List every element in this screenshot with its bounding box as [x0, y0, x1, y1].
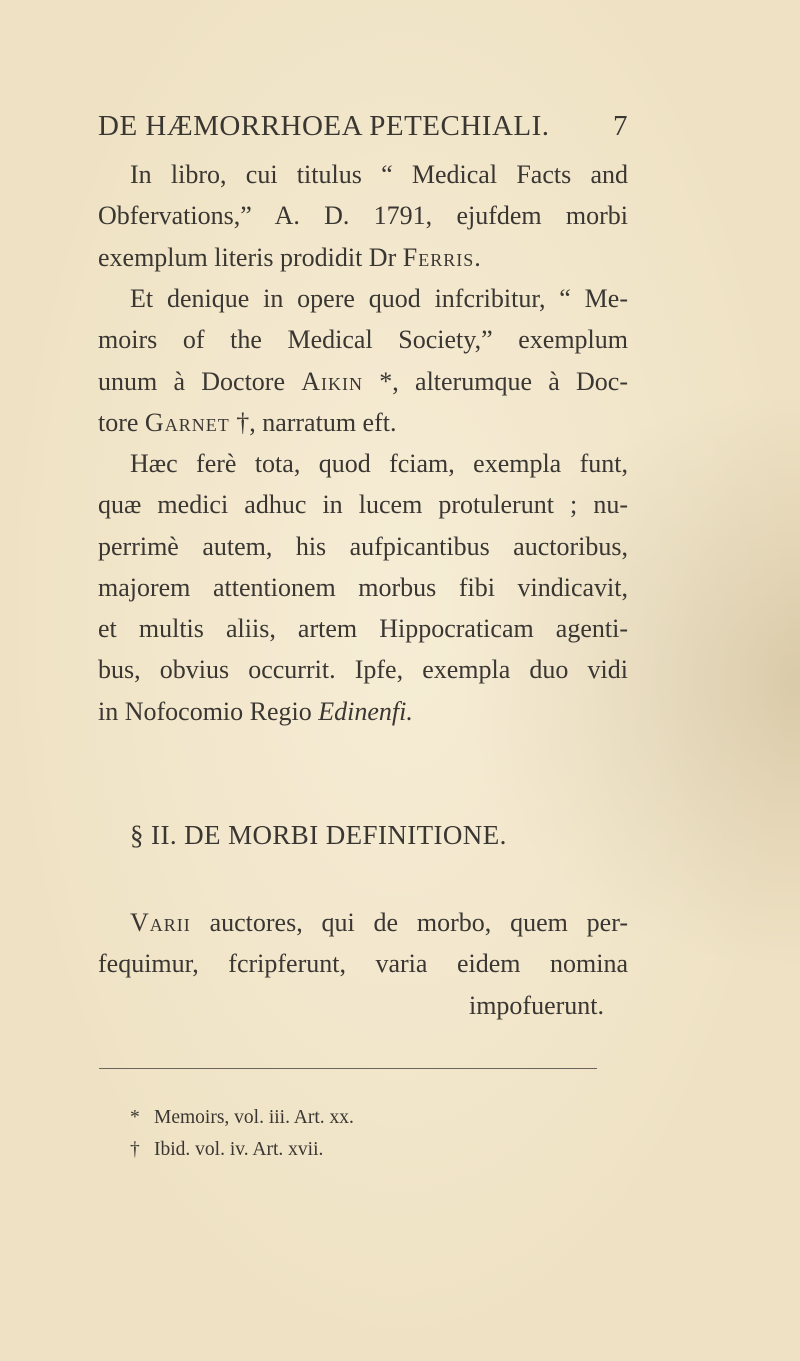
page-number: 7 — [613, 110, 628, 142]
small-caps-word: Varii — [130, 908, 191, 937]
paragraph-examples — [98, 443, 628, 732]
footnote-mark: * — [130, 1107, 140, 1128]
footnote-text: Memoirs, vol. iii. Art. xx. — [154, 1107, 354, 1128]
text-line — [98, 361, 628, 402]
place-name-edinburgh: Edinenfi. — [318, 696, 413, 726]
text-line: quæ medici adhuc in lucem protulerunt ; nu- — [98, 490, 628, 520]
text-line — [98, 402, 628, 443]
running-title: DE HÆMORRHOEA PETECHIALI. — [98, 110, 550, 142]
footnote — [130, 1134, 354, 1166]
text-fragment: unum à Doctore — [98, 366, 302, 396]
text-fragment: †, narratum eft. — [229, 407, 397, 437]
footnotes — [130, 1102, 354, 1166]
text-line: bus, obvius occurrit. Ipfe, exempla duo vidi — [98, 655, 628, 685]
footnote-text: Ibid. vol. iv. Art. xvii. — [154, 1139, 324, 1160]
text-line: In libro, cui titulus “ Medical Facts and — [130, 160, 628, 189]
footnote-divider — [99, 1068, 597, 1069]
author-name-garnet: Garnet — [144, 407, 230, 437]
text-fragment: tore — [98, 407, 145, 437]
text-line: fequimur, fcripferunt, varia eidem nomina — [98, 949, 628, 979]
section-heading: § II. DE MORBI DEFINITIONE. — [130, 820, 507, 850]
text-fragment: . — [474, 242, 481, 272]
running-header — [98, 110, 628, 150]
text-fragment: in Nofocomio Regio — [98, 696, 319, 726]
text-line: Et denique in opere quod infcribitur, “ Me- — [130, 284, 628, 313]
text-line — [98, 691, 628, 732]
text-line: et multis aliis, artem Hippocraticam agenti- — [98, 614, 628, 644]
text-line: moirs of the Medical Society,” exemplum — [98, 325, 628, 355]
paragraph-memoirs — [98, 278, 628, 443]
author-name-aikin: Aikin — [301, 366, 364, 396]
paragraph-medical-facts — [98, 154, 628, 278]
text-line: impofuerunt. — [468, 990, 604, 1020]
paragraph-definition — [98, 902, 628, 1026]
text-line: perrimè autem, his aufpicantibus auctoribus, — [98, 531, 628, 561]
text-line: Hæc ferè tota, quod fciam, exempla funt, — [130, 449, 628, 478]
author-name-ferris: Ferris — [402, 242, 475, 272]
text-fragment: *, alterumque à Doc- — [363, 366, 628, 396]
footnote-mark: † — [130, 1139, 140, 1160]
footnote — [130, 1102, 354, 1134]
text-line: Obfervations,” A. D. 1791, ejufdem morbi — [98, 201, 628, 231]
text-fragment: auctores, qui de morbo, quem per- — [190, 908, 628, 937]
text-line — [98, 902, 628, 943]
text-fragment: exemplum literis prodidit Dr — [98, 242, 403, 272]
text-line — [98, 237, 628, 278]
text-line: majorem attentionem morbus fibi vindicavit, — [98, 572, 628, 602]
